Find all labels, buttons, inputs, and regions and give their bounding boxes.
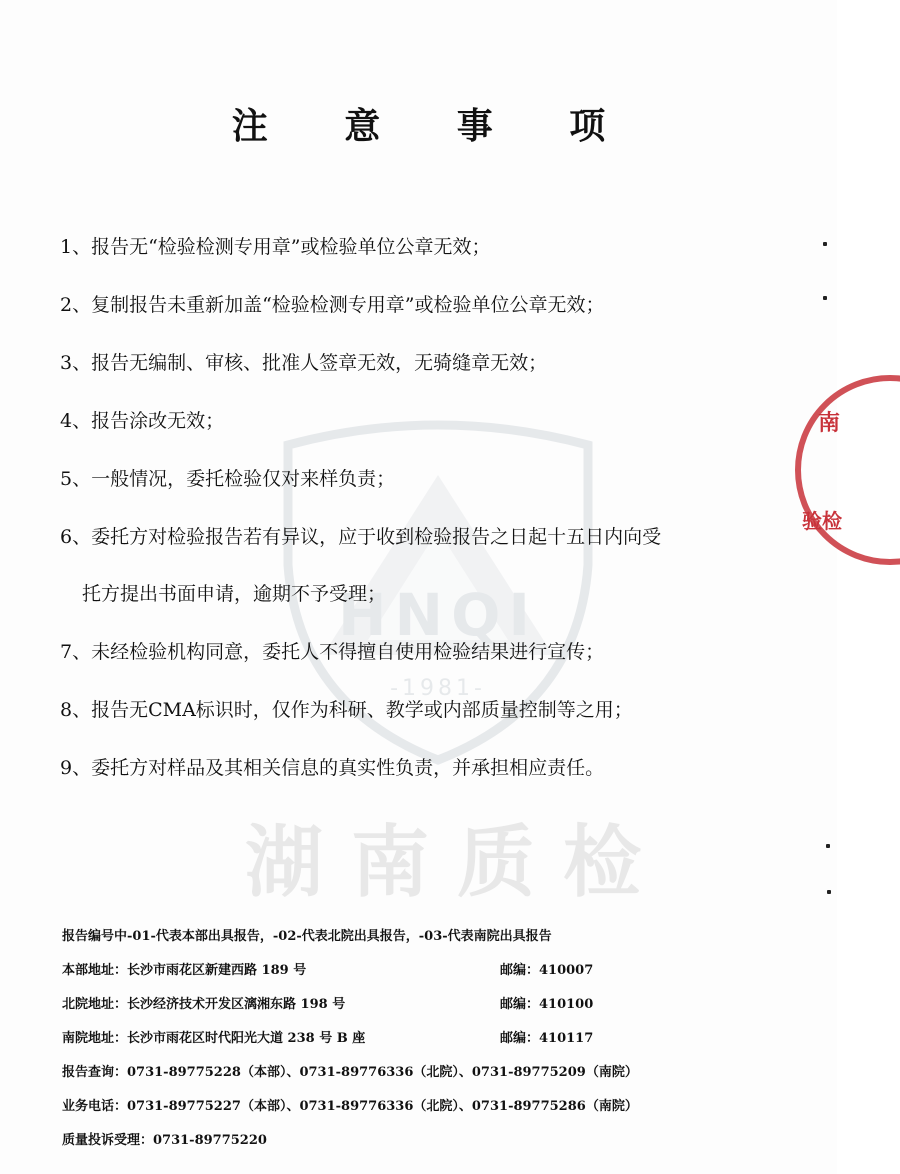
complaint-phone: 质量投诉受理：0731-89775220 bbox=[62, 1133, 267, 1148]
notice-text: 3、报告无编制、审核、批准人签章无效，无骑缝章无效； bbox=[60, 352, 548, 374]
notice-text: 2、复制报告未重新加盖“检验检测专用章”或检验单位公章无效； bbox=[60, 294, 605, 316]
seal-text-top: 南 bbox=[818, 411, 841, 436]
notice-text: 5、一般情况，委托检验仅对来样负责； bbox=[60, 468, 396, 490]
notice-text: 8、报告无CMA标识时，仅作为科研、教学或内部质量控制等之用； bbox=[60, 699, 633, 721]
notice-text: 1、报告无“检验检测专用章”或检验单位公章无效； bbox=[60, 236, 491, 258]
business-phones: 业务电话：0731-89775227（本部）、0731-89776336（北院）、0731-89775286（南院） bbox=[62, 1099, 638, 1114]
notice-list bbox=[60, 232, 760, 811]
address-row-south bbox=[62, 1026, 782, 1060]
address-label: 南院地址：长沙市雨花区时代阳光大道 238 号 B 座 bbox=[62, 1031, 366, 1046]
report-query-phones: 报告查询：0731-89775228（本部）、0731-89776336（北院）、0731-89775209（南院） bbox=[62, 1065, 638, 1080]
address-label: 北院地址：长沙经济技术开发区漓湘东路 198 号 bbox=[62, 997, 346, 1012]
notice-item bbox=[60, 348, 760, 378]
scan-speck bbox=[827, 890, 831, 894]
notice-item bbox=[60, 464, 760, 494]
address-row-headquarters bbox=[62, 958, 782, 992]
red-seal-stamp bbox=[790, 370, 900, 570]
notice-item bbox=[60, 753, 760, 783]
address-label: 本部地址：长沙市雨花区新建西路 189 号 bbox=[62, 963, 307, 978]
zip-code: 邮编：410007 bbox=[500, 963, 594, 978]
notice-text: 7、未经检验机构同意，委托人不得擅自使用检验结果进行宣传； bbox=[60, 641, 605, 663]
watermark-letters: HNQI bbox=[338, 581, 538, 649]
address-row-north bbox=[62, 992, 782, 1026]
notice-text: 9、委托方对样品及其相关信息的真实性负责，并承担相应责任。 bbox=[60, 757, 605, 779]
notice-item bbox=[60, 406, 760, 436]
footer-info bbox=[62, 924, 782, 1162]
scan-speck bbox=[823, 242, 827, 246]
watermark-text: 湖南质检 bbox=[245, 818, 670, 908]
notice-item bbox=[60, 522, 760, 609]
zip-code: 邮编：410100 bbox=[500, 997, 594, 1012]
notice-item bbox=[60, 637, 760, 667]
page-title: 注 意 事 项 bbox=[231, 106, 638, 147]
notice-item bbox=[60, 695, 760, 725]
seal-text-bottom: 验检 bbox=[802, 509, 842, 533]
report-code-note: 报告编号中-01-代表本部出具报告，-02-代表北院出具报告，-03-代表南院出具报告 bbox=[62, 929, 552, 944]
notice-text: 6、委托方对检验报告若有异议，应于收到检验报告之日起十五日内向受 bbox=[60, 526, 662, 548]
notice-text: 4、报告涂改无效； bbox=[60, 410, 225, 432]
notice-item bbox=[60, 232, 760, 262]
scan-speck bbox=[826, 844, 830, 848]
zip-code: 邮编：410117 bbox=[500, 1031, 594, 1046]
notice-text-continued: 托方提出书面申请，逾期不予受理； bbox=[82, 583, 387, 605]
notice-item bbox=[60, 290, 760, 320]
watermark-year: -1981- bbox=[390, 676, 486, 701]
scan-speck bbox=[823, 296, 827, 300]
